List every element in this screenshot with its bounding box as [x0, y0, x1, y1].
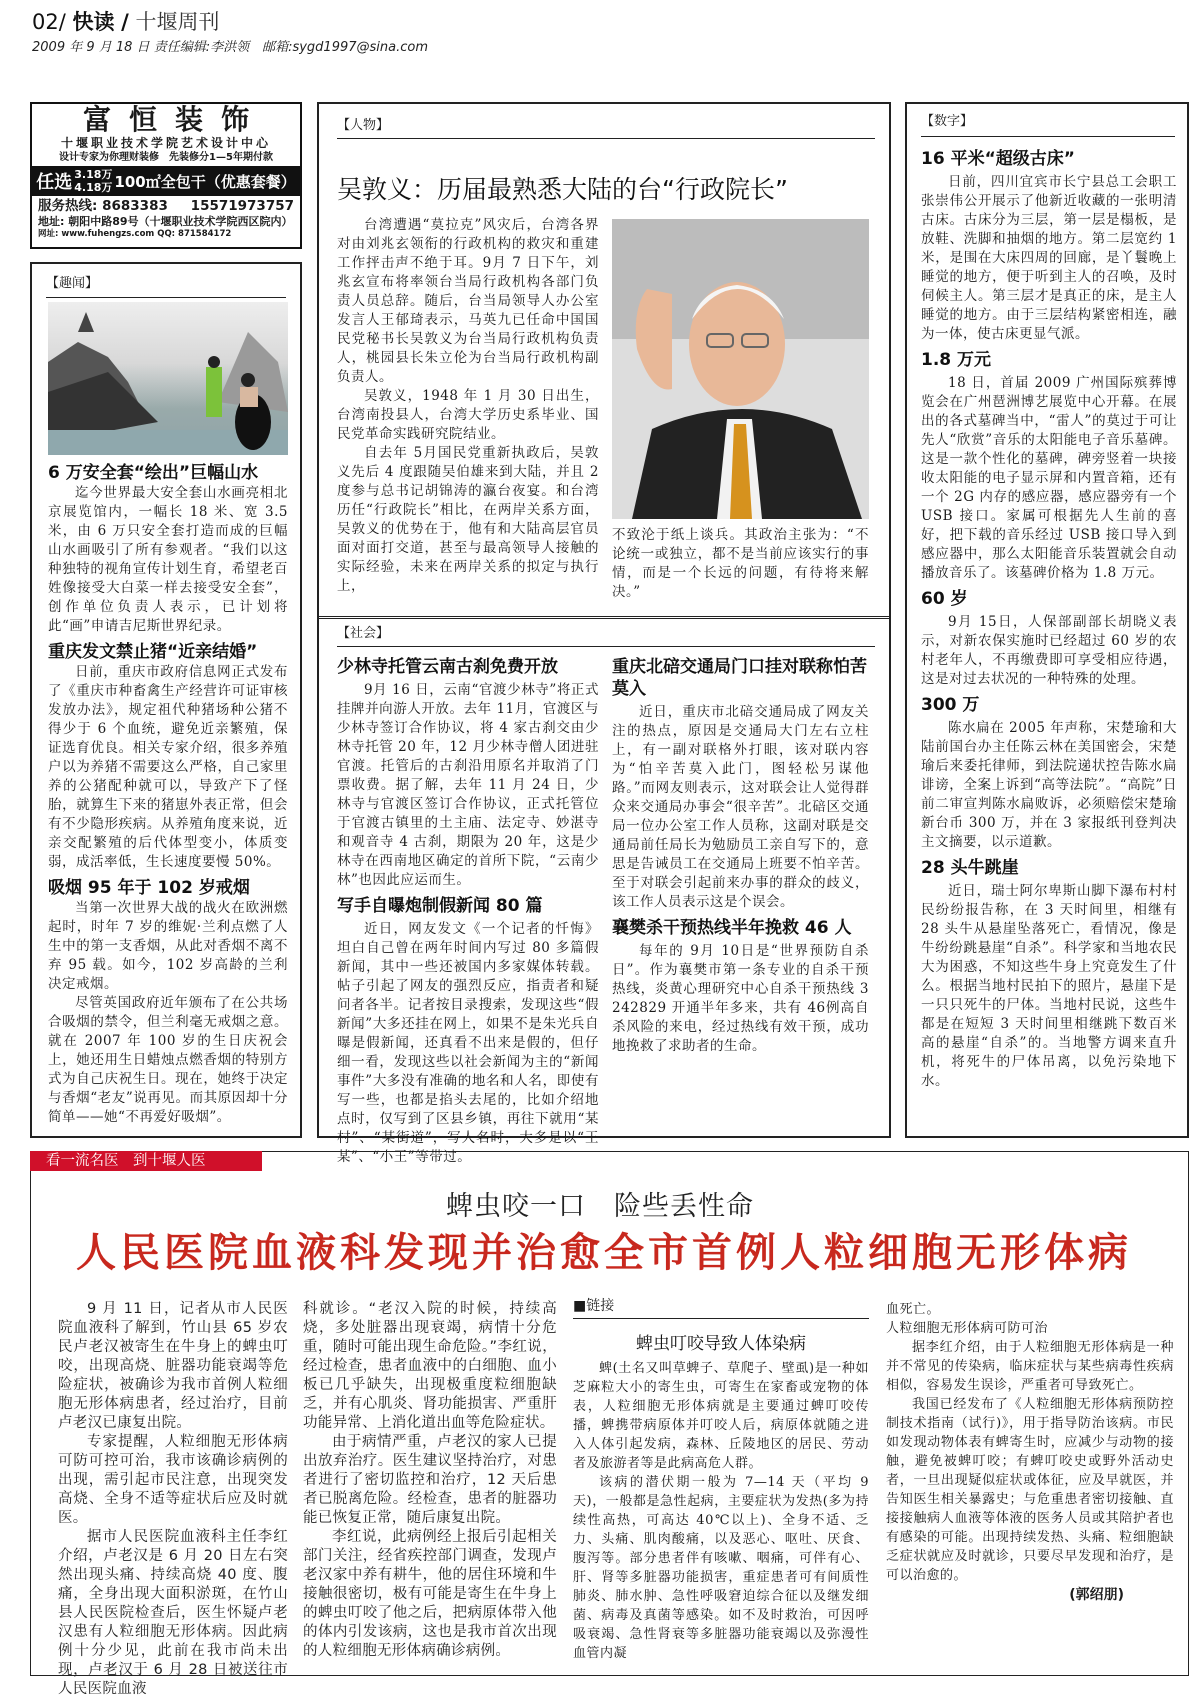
- middle-box: [317, 102, 891, 1165]
- article-title: 重庆发文禁止猪“近亲结婚”: [48, 642, 258, 662]
- link-title: 蜱虫叮咬导致人体染病: [636, 1334, 806, 1354]
- advertisement: [30, 102, 302, 249]
- section-tag-numbers: 【数字】: [921, 114, 974, 129]
- ad-band-suffix: 100㎡全包干（优惠套餐）: [114, 172, 296, 191]
- numbers-box: [905, 102, 1189, 1138]
- article-body: 近日，瑞士阿尔卑斯山脚下瀑布村村民纷纷报告称，在 3 天时间里，相继有 28 头牛从悬崖坠落死亡，看情况，像是牛纷纷跳悬崖“自杀”。科学家和当地农民大为困惑，不知这些牛身上究竟发生了什么。根据当地村民拍下的照片，悬崖下是一只只死牛的尸体。当地村民说，这些牛都是在短短 3 天时间里相继跳下数百米高的悬崖“自杀”的。当地警方调来直升机，将死牛的尸体吊离，以免污染地下水。: [921, 883, 1177, 1089]
- masthead-separator: /: [121, 10, 129, 34]
- article-title: 300 万: [921, 695, 980, 715]
- ad-address: 地址: 朝阳中路89号（十堰职业技术学院西区院内）: [38, 215, 293, 228]
- feature-subhead: 人粒细胞无形体病可防可治: [886, 1321, 1049, 1336]
- fun-news-articles: [48, 462, 288, 1127]
- feature-column-2: [303, 1300, 557, 1661]
- article-body: 不致沦于纸上谈兵。其政治主张为：“不论统一或独立，都不是当前应该实行的事情，而是一个长远的问题，有待将来解决。”: [612, 527, 869, 600]
- ad-hotline: [32, 196, 300, 215]
- section-name: 快读: [72, 10, 115, 34]
- article-title: 6 万安全套“绘出”巨幅山水: [48, 463, 259, 483]
- section-tag-society: 【社会】: [337, 626, 390, 641]
- article-body: 该病的潜伏期一般为 7—14 天（平均 9 天)，一般都是急性起病，主要症状为发热(多为持续性高热，可高达 40℃以上)、全身不适、乏力、头痛、肌肉酸痛，以及恶心、呕吐、厌食、腹泻等。部分患者伴有咳嗽、咽痛，可伴有心、肝、肾等多脏器功能损害，重症患者可有间质性肺炎、肺水肿、急性呼吸窘迫综合征以及继发细菌、病毒及真菌等感染。如不及时救治，可因呼吸衰竭、急性肾衰等多脏器功能衰竭以及弥漫性血管内凝: [573, 1475, 869, 1661]
- ad-hotline-mobile: 15571973757: [190, 198, 294, 214]
- society-column-left: [337, 656, 599, 1167]
- numbers-articles: [921, 148, 1177, 1091]
- article-title: 写手自曝炮制假新闻 80 篇: [337, 896, 543, 916]
- paper-name: 十堰周刊: [135, 10, 220, 34]
- byline: (郭绍朋): [1069, 1587, 1124, 1603]
- article-body: 迄今世界最大安全套山水画亮相北京展览馆内，一幅长 18 米、宽 3.5 米，由 6 万只安全套打造而成的巨幅山水画吸引了所有参观者。“我们以这种独特的视角宣传计划生育，希望老百姓像接受大白菜一样去接受安全套”，创作单位负责人表示，已计划将此“画”申请吉尼斯世界纪录。: [48, 485, 288, 634]
- article-body: 近日，重庆市北碚交通局成了网友关注的热点，原因是交通局大门左右立柱上，有一副对联格外打眼，该对联内容为“怕辛苦莫入此门，图轻松另谋他路。”而网友则表示，这对联会让人觉得群众来交通局办事会“很辛苦”。北碚区交通局一位办公室工作人员称，这副对联是交通局前任局长为勉励员工亲自写下的，意思是告诫员工在交通局上班要不怕辛苦。至于对联会引起前来办事的群众的歧义，该工作人员表示这是个误会。: [612, 704, 869, 910]
- dateline: 2009 年 9 月 18 日 责任编辑:李洪领 邮箱:sygd1997@sina.com: [32, 40, 428, 55]
- ad-band-prefix: 任选: [36, 172, 73, 193]
- article-body: 陈水扁在 2005 年声称，宋楚瑜和大陆前国台办主任陈云林在美国密会，宋楚瑜后来委托律师，到法院递状控告陈水扁诽谤，全案上诉到“高等法院”。“高院”日前二审宣判陈水扁败诉，必须赔偿宋楚瑜新台币 300 万，并在 3 家报纸刊登判决主文摘要，以示道歉。: [921, 720, 1177, 850]
- article-title: 1.8 万元: [921, 350, 992, 370]
- article-title: 吸烟 95 年于 102 岁戒烟: [48, 878, 250, 898]
- section-tag-fun: 【趣闻】: [46, 276, 99, 291]
- article-body: 尽管英国政府近年颁布了在公共场合吸烟的禁令，但兰利毫无戒烟之意。就在 2007 年 100 岁的生日庆祝会上，她还用生日蜡烛点燃香烟的特别方式为自己庆祝生日。现在，她终于决定与香烟“老友”说再见。而其原因却十分简单——她“不再爱好吸烟”。: [48, 995, 288, 1125]
- ad-org: 十堰职业技术学院艺术设计中心: [60, 136, 271, 150]
- masthead: [32, 6, 220, 36]
- article-body: 血死亡。: [886, 1302, 941, 1317]
- article-body: 近日，网友发文《一个记者的忏悔》坦白自己曾在两年时间内写过 80 多篇假新闻，其中一些还被国内多家媒体转载。帖子引起了网友的强烈反应，指责者和疑问者各半。记者按目录搜索，发现这些“假新闻”大多还挂在网上，如果不是朱光兵自曝是假新闻，还真看不出来是假的，但仔细一看，发现这些以社会新闻为主的“新闻事件”大多没有准确的地名和人名，即使有写一些，也都是掐头去尾的，比如介绍地点时，仅写到了区县乡镇，再往下就用“某村”、“某街道”，写人名时，大多是以“王某”、“小王”等带过。: [337, 921, 599, 1165]
- feature-headline: 人民医院血液科发现并治愈全市首例人粒细胞无形体病: [76, 1230, 1132, 1276]
- article-body: 吴敦义，1948 年 1 月 30 日出生，台湾南投县人，台湾大学历史系毕业、国民党革命实践研究院结业。: [337, 388, 599, 442]
- article-body: 蜱(土名又叫草蜱子、草爬子、壁虱)是一种如芝麻粒大小的寄生虫，可寄生在家畜或宠物的体表，人粒细胞无形体病就是主要通过蜱叮咬传播，蜱携带病原体并叮咬人后，病原体就随之进入人体引起发病，森林、丘陵地区的居民、劳动者及旅游者等是此病高危人群。: [573, 1361, 869, 1471]
- feature-subtitle: 蜱虫咬一口 险些丢性命: [446, 1191, 754, 1222]
- people-article-body: [337, 216, 599, 596]
- section-tag-people: 【人物】: [337, 118, 390, 133]
- article-body: 9 月 11 日，记者从市人民医院血液科了解到，竹山县 65 岁农民卢老汉被寄生在牛身上的蜱虫叮咬，出现高烧、脏器功能衰竭等危险症状，被确诊为我市首例人粒细胞无形体病患者，经过治疗，目前卢老汉已康复出院。: [58, 1301, 288, 1431]
- ad-price-2: 4.18万: [74, 181, 113, 194]
- article-body: 当第一次世界大战的战火在欧洲燃起时，时年 7 岁的维妮·兰利点燃了人生中的第一支香烟，从此对香烟不离不弃 95 载。如今，102 岁高龄的兰利决定戒烟。: [48, 900, 288, 992]
- article-body: 9月 16 日，云南“官渡少林寺”将正式挂牌并向游人开放。去年 11月，官渡区与少林寺签订合作协议，将 4 家古刹交由少林寺托管 20 年，12 月少林寺僧人团进驻官渡。托管后的古刹沿用原名并取消了门票收费。据了解，去年 11 月 24 日，少林寺与官渡区签订合作协议，正式托管位于官渡古镇里的土主庙、法定寺、妙湛寺和观音寺 4 古刹，期限为 20 年，这是少林寺在西南地区确定的首所下院，“云南少林”也因此应运而生。: [337, 682, 599, 888]
- ad-slogan: 设计专家为你理财装修 先装修分1—5年期付款: [59, 152, 273, 163]
- page-number: 02/: [32, 10, 66, 34]
- society-column-right: [612, 656, 869, 1056]
- article-body: 专家提醒，人粒细胞无形体病可防可控可治，我市该确诊病例的出现，需引起市民注意，出现突发高烧、全身不适等症状后应及时就医。: [58, 1434, 288, 1526]
- article-title: 少林寺托管云南古刹免费开放: [337, 657, 558, 677]
- article-title: 60 岁: [921, 589, 968, 609]
- article-body: 由于病情严重，卢老汉的家人已提出放弃治疗。医生建议坚持治疗，对患者进行了密切监控和治疗，12 天后患者已脱离危险。经检查，患者的脏器功能已恢复正常，随后康复出院。: [303, 1434, 557, 1526]
- feature-column-4: [886, 1300, 1174, 1605]
- feature-link-column: [573, 1298, 869, 1663]
- article-body: 据市人民医院血液科主任李红介绍，卢老汉是 6 月 20 日左右突然出现头痛、持续高烧 40 度、腹痛，全身出现大面积淤斑，在竹山县人民医院检查后，医生怀疑卢老汉患有人粒细胞无形体病。因此病例十分少见，此前在我市尚未出现，卢老汉于 6 月 28 日被送往市人民医院血液: [58, 1529, 288, 1697]
- ad-price-band: [32, 166, 300, 196]
- ad-brand: 富恒装饰: [82, 103, 267, 136]
- article-title: 襄樊杀干预热线半年挽救 46 人: [612, 918, 852, 938]
- people-article-title: 吴敦义：历届最熟悉大陆的台“行政院长”: [337, 175, 788, 204]
- ad-hotline-label: 服务热线: 8683383: [38, 198, 168, 214]
- article-body: 据李红介绍，由于人粒细胞无形体病是一种并不常见的传染病，临床症状与某些病毒性疾病相似，容易发生误诊，严重者可导致死亡。: [886, 1340, 1174, 1393]
- ad-prices: [74, 168, 112, 194]
- article-body: 日前，四川宜宾市长宁县总工会职工张崇伟公开展示了他新近收藏的一张明清古床。古床分为三层，第一层是榻板，是放鞋、洗脚和抽烟的地方。第二层宽约 1 米，是围在大床四周的回廊，是丫鬟晚上睡觉的地方，便于听到主人的召唤，及时伺候主人。第三层才是真正的床，是主人睡觉的地方。由于三层结构紧密相连，融为一体，使古床更显气派。: [921, 174, 1177, 342]
- feature-column-1: [58, 1300, 288, 1699]
- link-tag: ■链接: [573, 1298, 615, 1314]
- article-body: 台湾遭遇“莫拉克”风灾后，台湾各界对由刘兆玄领衔的行政机构的救灾和重建工作抨击声不绝于耳。9月 7 日下午，刘兆玄宣布将率领台当局行政机构各部门负责人员总辞。随后，台当局领导人办公室发言人王郁琦表示，马英九已任命中国国民党秘书长吴敦义为台当局行政机构负责人，桃园县长朱立伦为台当局行政机构副负责人。: [337, 217, 599, 385]
- article-title: 16 平米“超级古床”: [921, 149, 1075, 169]
- article-body: 李红说，此病例经上报后引起相关部门关注，经省疾控部门调查，发现卢老汉家中养有耕牛，他的居住环境和牛接触很密切，极有可能是寄生在牛身上的蜱虫叮咬了他之后，把病原体带入他的体内引发该病，这也是我市首次出现的人粒细胞无形体病确诊病例。: [303, 1529, 557, 1659]
- article-body: 我国已经发布了《人粒细胞无形体病预防控制技术指南（试行)》，用于指导防治该病。市民如发现动物体表有蜱寄生时，应减少与动物的接触，避免被蜱叮咬；有蜱叮咬史或野外活动史者，一旦出现疑似症状或体征，应及早就医，并告知医生相关暴露史；与危重患者密切接触、直接接触病人血液等体液的医务人员或其陪护者也有感染的可能。出现持续发热、头痛、粒细胞缺乏症状就应及时就诊，只要尽早发现和治疗，是可以治愈的。: [886, 1397, 1174, 1583]
- article-body: 科就诊。“老汉入院的时候，持续高烧，多处脏器出现衰竭，病情十分危重，随时可能出现生命危险。”李红说，经过检查，患者血液中的白细胞、血小板已几乎缺失，出现极重度粒细胞缺乏，并有心肌炎、肾功能损害、严重肝功能异常、上消化道出血等危险症状。: [303, 1301, 557, 1431]
- article-title: 28 头牛跳崖: [921, 858, 1019, 878]
- fun-news-box: [30, 262, 302, 1138]
- ad-price-1: 3.18万: [74, 168, 113, 181]
- landscape-painting-image: [48, 302, 288, 455]
- portrait-image: [612, 219, 869, 519]
- article-body: 自去年 5月国民党重新执政后，吴敦义先后 4 度跟随吴伯雄来到大陆，并且 2 度参与总书记胡锦涛的瀛台夜宴。和台湾历任“行政院长”相比，在两岸关系方面，吴敦义的优势在于，他有和大陆高层官员面对面打交道，甚至与最高领导人接触的实际经验，未来在两岸关系的拟定与执行上，: [337, 445, 599, 594]
- landscape-photo: [48, 302, 288, 455]
- ad-web: 网址: www.fuhengzs.com QQ: 871584172: [38, 229, 232, 239]
- article-body: 9月 15日，人保部副部长胡晓义表示，对新农保实施时已经超过 60 岁的农村老年人，不再缴费即可享受相应待遇，这是对过去状况的一种特殊的处理。: [921, 614, 1177, 687]
- article-body: 日前，重庆市政府信息网正式发布了《重庆市种畜禽生产经营许可证审核发放办法》，规定祖代种猪场种公猪不得少于 6 个血统，避免近亲繁殖，保证选育优良。相关专家介绍，很多养殖户以为养猪不需要这么严格，自己家里养的公猪配种就可以，导致产下了怪胎，就算生下来的猪崽外表正常，但会有不少隐形疾病。从养殖角度来说，近亲交配繁殖的后代体型变小，体质变弱，成活率低，生长速度要慢 50%。: [48, 664, 288, 870]
- article-body: 每年的 9月 10日是“世界预防自杀日”。作为襄樊市第一条专业的自杀干预热线，炎黄心理研究中心自杀干预热线 3242829 开通半年多来，共有 46例高自杀风险的来电，经过热线有效干预，成功地挽救了求助者的生命。: [612, 943, 869, 1054]
- hospital-banner: 看一流名医 到十堰人医: [30, 1151, 262, 1171]
- people-article-end: [612, 526, 869, 602]
- article-title: 重庆北碚交通局门口挂对联称怕苦莫入: [612, 657, 867, 699]
- wu-den-yih-photo: [612, 219, 869, 519]
- article-body: 18 日，首届 2009 广州国际殡葬博览会在广州琶洲博艺展览中心开幕。在展出的各式墓碑当中，“雷人”的莫过于可让先人“欣赏”音乐的太阳能电子音乐墓碑。这是一款个性化的墓碑，碑旁竖着一块接收太阳能的电子显示屏和内置音箱，还有一个 2G 内存的感应器，感应器旁有一个 USB 接口。家属可根据先人生前的喜好，把下载的音乐经过 USB 接口导入到感应器中，那么太阳能音乐装置就会自动播放音乐了。该墓碑价格为 1.8 万元。: [921, 375, 1177, 581]
